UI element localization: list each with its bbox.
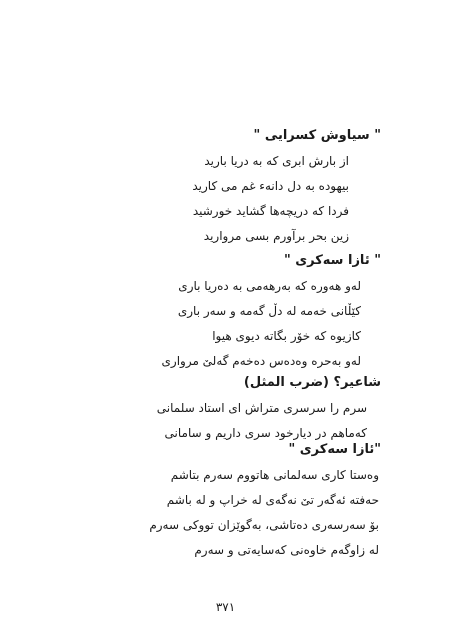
poem-line: سرم را سرسری متراش ای استاد سلمانی: [156, 401, 367, 415]
page-number: ٣٧١: [215, 600, 236, 614]
poem-heading: شاعیر؟ (ضرب المثل): [243, 375, 381, 390]
poem-line: از بارش ابری که به دریا بارید: [204, 154, 349, 168]
poem-line: کەماهم در دیارخود سری داریم و سامانی: [164, 426, 367, 440]
poem-line: لەو هەورە کە بەرهەمی بە دەریا باری: [178, 279, 361, 293]
poem-line: حەفتە ئەگەر تێ نەگەی لە خراپ و لە باشم: [166, 493, 379, 507]
poem-line: وەستا کاری سەلمانی هاتووم سەرم بتاشم: [170, 468, 379, 482]
poem-line: بۆ سەرسەری دەتاشی، بەگوێزان تووکی سەرم: [149, 518, 379, 532]
poem-line: زین بحر برآورم بسی مروارید: [203, 229, 349, 243]
poem-proverb: [157, 373, 381, 448]
poem-heading: " سیاوش کسرایی ": [253, 128, 381, 143]
poem-line: کێڵانی خەمە لە دڵ گەمە و سەر باری: [177, 304, 361, 318]
poem-line: بیهوده به دل دانهء غم می کارید: [192, 179, 349, 193]
poem-line: کازیوە کە خۆر بگاتە دیوی هیوا: [212, 329, 361, 343]
poem-aza-sakri-2: [149, 440, 381, 565]
poem-aza-sakri-1: [162, 251, 382, 376]
poem-line: فردا که دریچه‌ها گشاید خورشید: [192, 204, 349, 218]
poem-line: لە زاوگەم خاوەنی کەسایەتی و سەرم: [194, 543, 379, 557]
poem-heading: "ئازا سەکری ": [288, 442, 381, 457]
poem-siavash-kasraei: [192, 126, 381, 251]
poem-heading: " ئازا سەکری ": [283, 253, 381, 268]
poem-line: لەو بەحرە وەدەس دەخەم گەلێ مرواری: [161, 354, 361, 368]
